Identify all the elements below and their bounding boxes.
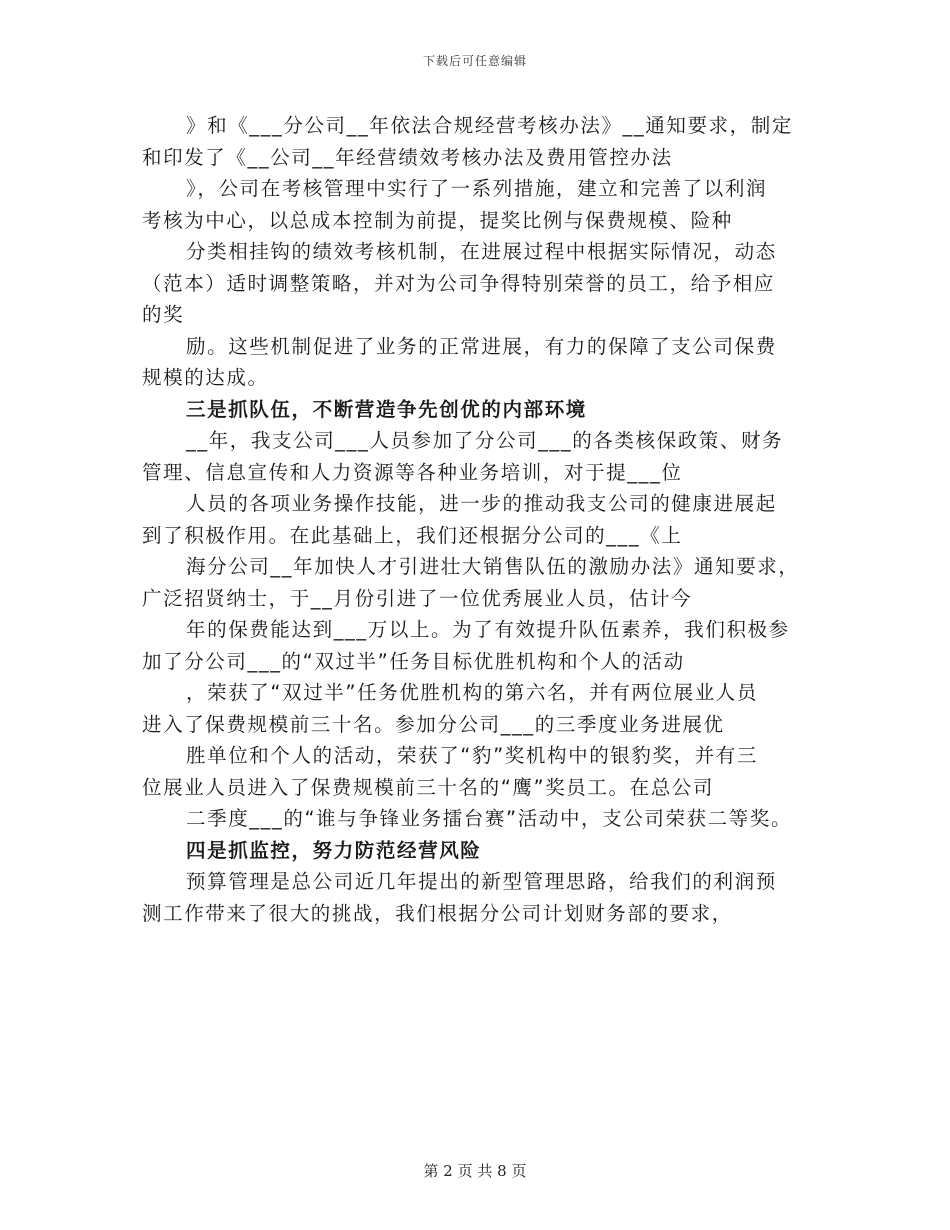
paragraph-line: 规模的达成。: [142, 366, 269, 389]
paragraph-line: 胜单位和个人的活动，荣获了“豹”奖机构中的银豹奖，并有三: [186, 744, 759, 767]
paragraph-line: 》和《___分公司__年依法合规经营考核办法》__通知要求，制定: [186, 114, 793, 137]
paragraph-line: 》，公司在考核管理中实行了一系列措施，建立和完善了以利润: [186, 177, 768, 200]
paragraph-line: 管理、信息宣传和人力资源等各种业务培训，对于提___位: [142, 460, 683, 484]
paragraph-line: 二季度___的“谁与争锋业务擂台赛”活动中，支公司荣获二等奖。: [186, 807, 793, 830]
paragraph-line: 分类相挂钩的绩效考核机制，在进展过程中根据实际情况，动态: [186, 240, 777, 263]
paragraph-line: 到了积极作用。在此基础上，我们还根据分公司的___《上: [142, 523, 683, 547]
paragraph-line: __年，我支公司___人员参加了分公司___的各类核保政策、财务: [186, 429, 784, 452]
paragraph-line: 年的保费能达到___万以上。为了有效提升队伍素养，我们积极参: [186, 618, 790, 641]
page-footer: 第 2 页 共 8 页: [423, 1162, 527, 1180]
paragraph-line: 的奖: [142, 303, 185, 326]
paragraph-line: 和印发了《__公司__年经营绩效考核办法及费用管控办法: [142, 145, 673, 169]
section-heading: 四是抓监控，努力防范经营风险: [186, 838, 482, 862]
section-heading: 三是抓队伍，不断营造争先创优的内部环境: [186, 397, 587, 421]
paragraph-line: 励。这些机制促进了业务的正常进展，有力的保障了支公司保费: [186, 334, 777, 358]
paragraph-line: 测工作带来了很大的挑战，我们根据分公司计划财务部的要求，: [142, 901, 733, 925]
paragraph-line: 预算管理是总公司近几年提出的新型管理思路，给我们的利润预: [186, 870, 777, 893]
page-header: 下载后可任意编辑: [422, 54, 527, 68]
paragraph-line: 位展业人员进入了保费规模前三十名的“鹰”奖员工。在总公司: [142, 775, 715, 799]
paragraph-line: （范本）适时调整策略，并对为公司争得特别荣誉的员工，给予相应: [142, 271, 776, 295]
document-body: [142, 110, 832, 929]
paragraph-line: 广泛招贤纳士，于__月份引进了一位优秀展业人员，估计今: [142, 586, 693, 610]
paragraph-line: ，荣获了“双过半”任务优胜机构的第六名，并有两位展业人员: [186, 681, 759, 704]
paragraph-line: 人员的各项业务操作技能，进一步的推动我支公司的健康进展起: [186, 492, 777, 515]
paragraph-line: 进入了保费规模前三十名。参加分公司___的三季度业务进展优: [142, 712, 725, 736]
paragraph-line: 海分公司__年加快人才引进壮大销售队伍的激励办法》通知要求，: [186, 555, 800, 578]
paragraph-line: 加了分公司___的“双过半”任务目标优胜机构和个人的活动: [142, 649, 685, 673]
paragraph-line: 考核为中心，以总成本控制为前提，提奖比例与保费规模、险种: [142, 208, 733, 232]
